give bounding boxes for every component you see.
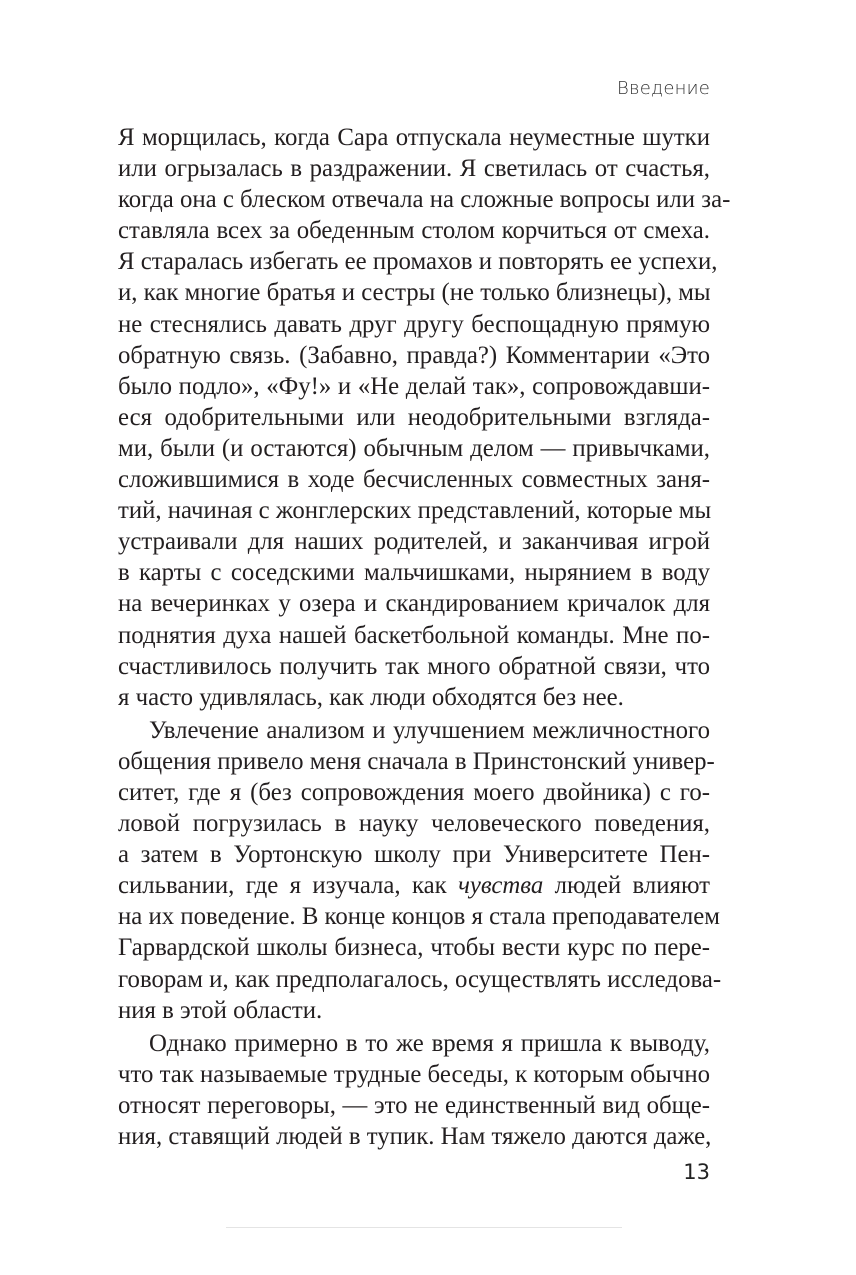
paragraph-line — [118, 870, 710, 901]
paragraph-line: относят переговоры, — это не единственный вид обще- — [118, 1091, 710, 1119]
paragraph-line: Гарвардской школы бизнеса, чтобы вести курс по пере- — [118, 934, 710, 962]
paragraph-line: счастливилось получить так много обратной связи, что — [118, 652, 710, 680]
paragraph-line: ми, были (и остаются) обычным делом — привычками, — [118, 434, 710, 462]
paragraph-line: устраивали для наших родителей, и заканчивая игрой — [118, 528, 710, 556]
paragraph-line: а затем в Уортонскую школу при Университете Пен- — [118, 841, 710, 869]
paragraph-line: на их поведение. В конце концов я стала преподавателем — [118, 903, 720, 931]
paragraph-line: в карты с соседскими мальчишками, нырянием в воду — [118, 559, 710, 587]
paragraph-line: поднятия духа нашей баскетбольной команды. Мне по- — [118, 621, 710, 649]
paragraph-3 — [118, 1028, 710, 1152]
paragraph-line: говорам и, как предполагалось, осуществлять исследова- — [118, 965, 722, 993]
paragraph-line: было подло», «Фу!» и «Не делай так», сопровождавши- — [118, 372, 710, 400]
paragraph-line: Я старалась избегать ее промахов и повторять ее успехи, — [118, 248, 718, 276]
paragraph-line: не стеснялись давать друг другу беспощадную прямую — [118, 310, 710, 338]
paragraph-line: общения привело меня сначала в Принстонский универ- — [118, 747, 715, 775]
paragraph-line: ловой погрузилась в науку человеческого поведения, — [118, 810, 710, 838]
paragraph-line: что так называемые трудные беседы, к которым обычно — [118, 1060, 710, 1088]
paragraph-line: или огрызалась в раздражении. Я светилась от счастья, — [118, 155, 710, 183]
paragraph-line: тий, начиная с жонглерских представлений, которые мы — [118, 497, 712, 525]
line-text: людей влияют — [554, 872, 711, 900]
paragraph-line: ния в этой области. — [118, 996, 323, 1024]
paragraph-line: еся одобрительными или неодобрительными взгляда- — [118, 403, 710, 431]
paragraph-line: на вечеринках у озера и скандированием кричалок для — [118, 590, 710, 618]
page-number: 13 — [683, 1160, 710, 1184]
paragraph-line: Однако примерно в то же время я пришла к выводу, — [149, 1029, 710, 1057]
italic-emphasis: чувства — [458, 872, 544, 900]
paragraph-line: ставляла всех за обеденным столом корчиться от смеха. — [118, 217, 710, 245]
running-head: Введение — [617, 78, 710, 99]
line-text: сильвании, где я изучала, как — [118, 872, 447, 900]
paragraph-line: я часто удивлялась, как люди обходятся без нее. — [118, 683, 624, 711]
paragraph-line: когда она с блеском отвечала на сложные вопросы или за- — [118, 186, 731, 214]
paragraph-line: ния, ставящий людей в тупик. Нам тяжело даются даже, — [118, 1123, 712, 1150]
bottom-divider — [226, 1227, 622, 1228]
paragraph-line: Я морщилась, когда Сара отпускала неуместные шутки — [118, 124, 710, 151]
paragraph-line: Увлечение анализом и улучшением межличностного — [149, 716, 710, 744]
paragraph-2 — [118, 715, 722, 1026]
paragraph-1 — [118, 122, 731, 713]
body-text — [118, 122, 731, 1152]
paragraph-line: обратную связь. (Забавно, правда?) Комментарии «Это — [118, 341, 710, 369]
paragraph-line: и, как многие братья и сестры (не только близнецы), мы — [118, 279, 711, 307]
paragraph-line: сложившимися в ходе бесчисленных совместных заня- — [118, 466, 710, 494]
paragraph-line: ситет, где я (без сопровождения моего двойника) с го- — [118, 778, 710, 806]
